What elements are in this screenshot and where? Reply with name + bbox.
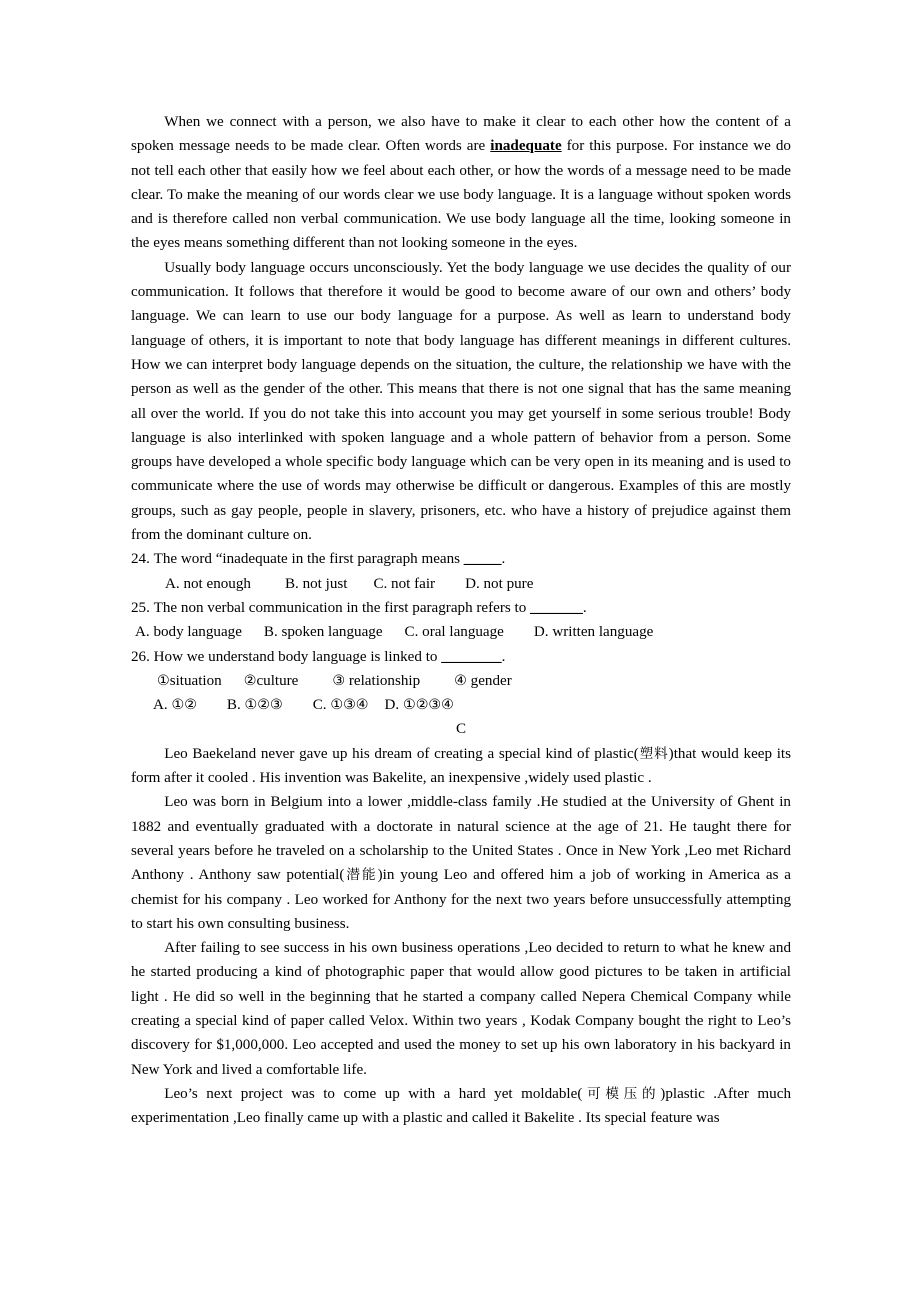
paragraph-text-part: )plastic .After much experimentation ,Leo finally came up with a plastic and called it Bakelite . Its special feature was: [131, 1085, 791, 1127]
document-body: [131, 110, 791, 1130]
question-24-options: [131, 572, 791, 596]
answer-blank[interactable]: _______: [530, 599, 583, 616]
option-c-marks[interactable]: ①③④: [330, 697, 369, 714]
emphasis-inadequate: inadequate: [490, 138, 562, 155]
option-d-letter: D.: [384, 697, 400, 714]
option-a[interactable]: A. body language: [135, 624, 242, 641]
paragraph-text-part: for this purpose. For instance we do not tell each other that easily how we feel about each other, or how the words of a message need to be made clear. To make the meaning of our words clear we use body language. It is a language without spoken words and is therefore called non verbal communication. We use body language all the time, looking someone in the eyes means something different than not looking someone in the eyes.: [131, 138, 791, 252]
option-b[interactable]: B. spoken language: [263, 624, 383, 641]
question-text: How we understand body language is linked to: [153, 648, 442, 665]
question-text: The word “inadequate in the first paragraph means: [153, 551, 464, 568]
paragraph-text-part: )that would keep its form after it cooled . His invention was Bakelite, an inexpensive ,widely used plastic .: [131, 745, 792, 787]
circled-number-1-icon: ①: [157, 672, 170, 689]
chinese-gloss-plastic: 塑料: [638, 745, 669, 762]
paragraph-text-part: Leo was born in Belgium into a lower ,middle-class family .He studied at the University of Ghent in 1882 and eventually graduated with a doctorate in natural science at the age of 21. He taught there for several years before he traveled on a scholarship to the United States . Once in New York ,Leo met Richard Anthony . Anthony saw potential(: [131, 794, 791, 884]
paragraph-text-part: Leo Baekeland never gave up his dream of creating a special kind of plastic(: [164, 745, 639, 762]
circled-number-2-icon: ②: [243, 672, 257, 689]
question-26-options: [131, 693, 791, 717]
question-25-options: [131, 620, 791, 644]
option-c[interactable]: C. not fair: [373, 575, 436, 592]
circled-number-4-icon: ④: [454, 672, 467, 689]
question-24-stem: [131, 547, 791, 571]
answer-blank[interactable]: ________: [441, 648, 502, 665]
section-heading-c: C: [455, 721, 467, 738]
option-b-marks[interactable]: ①②③: [244, 697, 283, 714]
question-period: .: [501, 648, 506, 665]
option-a[interactable]: A. not enough: [165, 575, 251, 592]
question-25-stem: [131, 596, 791, 620]
passage-b-paragraph-1: [131, 110, 791, 256]
option-d[interactable]: D. not pure: [465, 575, 534, 592]
passage-b-paragraph-2: Usually body language occurs unconsciously. Yet the body language we use decides the quality of our communication. It follows that therefore it would be good to become aware of our own and others’ body language. We can learn to use our body language for a purpose. As well as learn to understand body language of others, it is important to note that body language has different meanings in different cultures. How we can interpret body language depends on the situation, the culture, the relationship we have with the person as well as the gender of the other. This means that there is not one signal that has the same meaning all over the world. If you do not take this into account you may get yourself in some serious trouble! Body language is also interlinked with spoken language and a whole pattern of behavior from a person. Some groups have developed a whole specific body language which can be very open in its meaning and is used to communicate where the use of words may otherwise be difficult or dangerous. Examples of this are mostly groups, such as gay people, people in slavery, prisoners, etc. who have a history of prejudice against them from the dominant culture on.: [131, 259, 791, 544]
passage-c-paragraph-3: After failing to see success in his own business operations ,Leo decided to return to what he knew and he started producing a kind of photographic paper that would allow good pictures to be taken in artificial light . He did so well in the beginning that he started a company called Nepera Chemical Company while creating a special kind of paper called Velox. Within two years , Kodak Company bought the right to Leo’s discovery for $1,000,000. Leo accepted and used the money to set up his own laboratory in his backyard in New York and lived a comfortable life.: [131, 940, 791, 1078]
option-b-letter: B.: [226, 697, 241, 714]
question-number: 24.: [131, 551, 150, 568]
question-26-stem: [131, 645, 791, 669]
option-b[interactable]: B. not just: [284, 575, 348, 592]
passage-c-paragraph-4: [131, 1082, 791, 1131]
option-d-marks[interactable]: ①②③④: [402, 697, 454, 714]
circled-number-3-icon: ③: [332, 672, 346, 689]
chinese-gloss-potential: 潜能: [344, 867, 378, 884]
option-d[interactable]: D. written language: [533, 624, 654, 641]
option-a-marks[interactable]: ①②: [171, 697, 197, 714]
option-c-letter: C.: [312, 697, 327, 714]
item-label-relationship[interactable]: relationship: [345, 672, 421, 689]
question-period: .: [501, 551, 506, 568]
chinese-gloss-moldable: 可模压的: [582, 1085, 661, 1102]
paragraph-text-part: When we connect with a person, we also have to make it clear to each other how the content of a spoken message needs to be made clear. Often words are: [131, 114, 791, 155]
option-c[interactable]: C. oral language: [404, 624, 504, 641]
passage-c-paragraph-2: [131, 790, 791, 936]
item-label-situation[interactable]: situation: [169, 672, 222, 689]
question-text: The non verbal communication in the first paragraph refers to: [153, 599, 531, 616]
option-a-letter: A.: [153, 697, 168, 714]
item-label-gender[interactable]: gender: [466, 672, 512, 689]
question-number: 25.: [131, 599, 150, 616]
item-label-culture[interactable]: culture: [256, 672, 299, 689]
question-period: .: [582, 599, 587, 616]
question-26-items: [131, 669, 791, 693]
answer-blank[interactable]: _____: [463, 551, 502, 568]
paragraph-text-part: Leo’s next project was to come up with a hard yet moldable(: [164, 1085, 583, 1102]
passage-c-paragraph-1: [131, 742, 791, 791]
question-number: 26.: [131, 648, 150, 665]
paragraph-text-part: )in young Leo and offered him a job of working in America as a chemist for his company . Leo worked for Anthony for the next two years before unsuccessfully attempting to start his own consulting business.: [131, 867, 791, 932]
